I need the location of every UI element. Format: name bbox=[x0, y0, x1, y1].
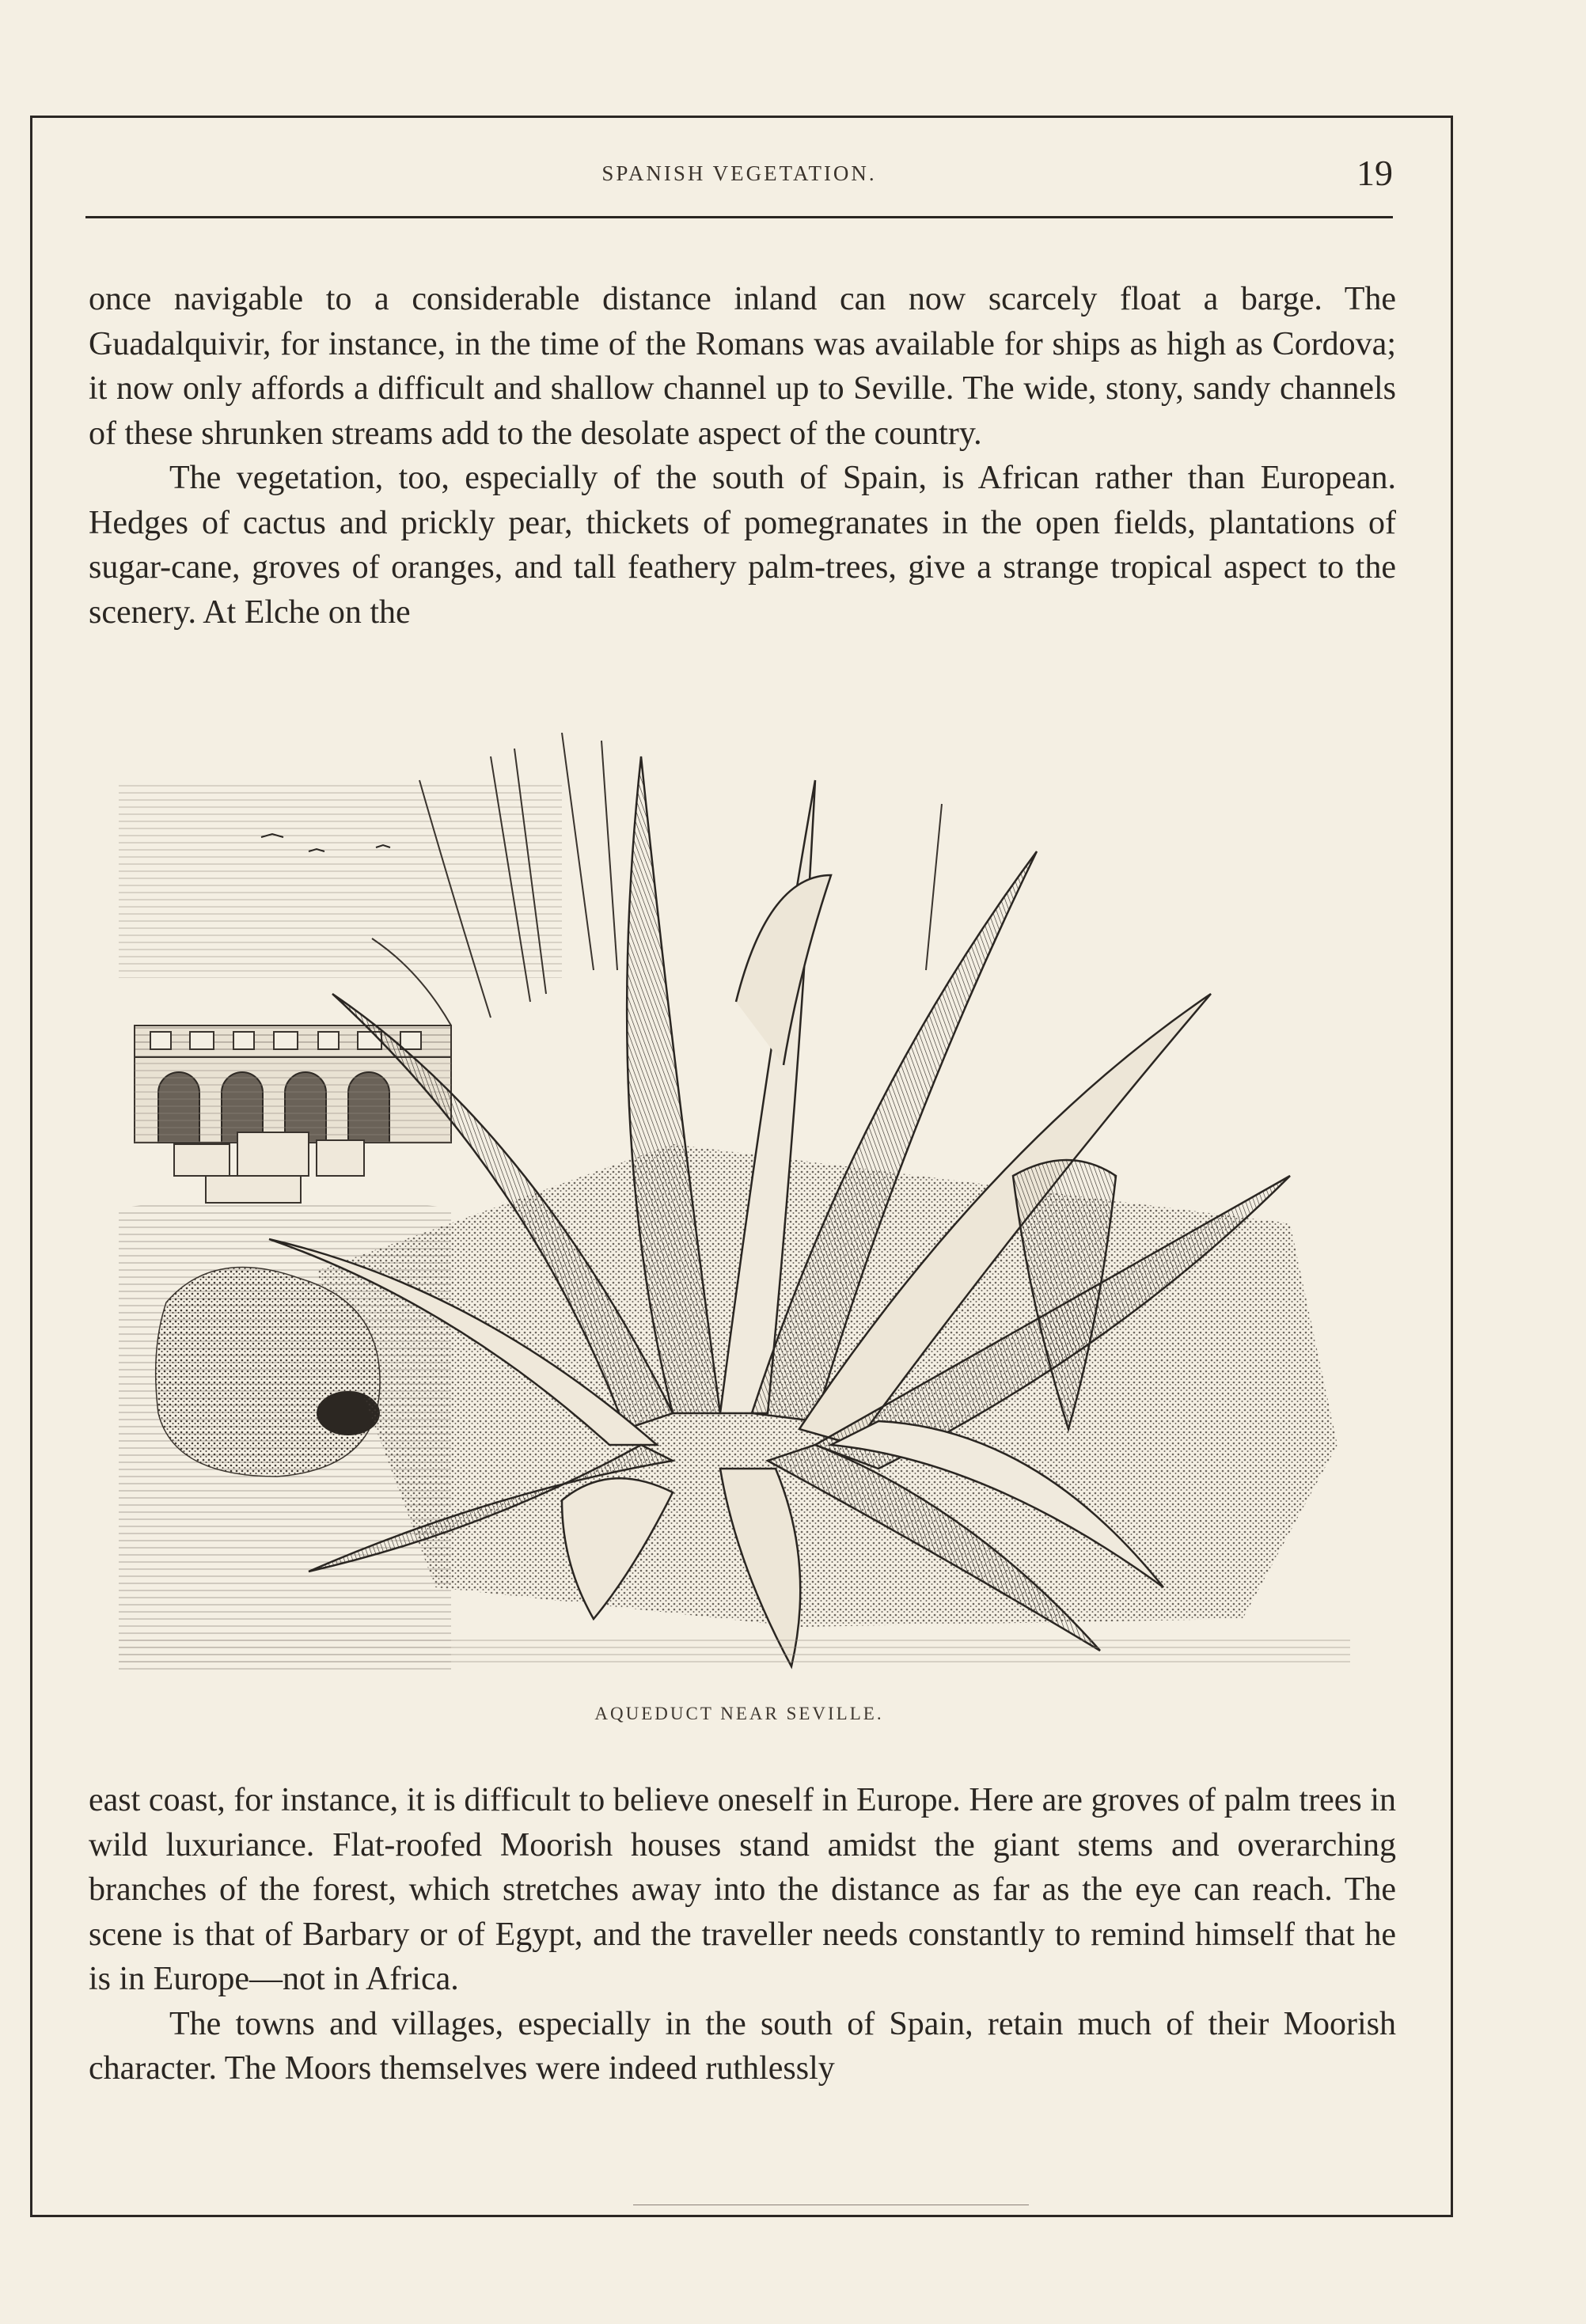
header-rule bbox=[85, 216, 1393, 218]
engraving-illustration bbox=[119, 733, 1350, 1674]
sky-hatching bbox=[119, 780, 562, 978]
page-header bbox=[85, 153, 1393, 204]
engraving-aqueduct-near-seville bbox=[119, 733, 1350, 1674]
paragraph-elche: east coast, for instance, it is difficult to believe oneself in Europe. Here are groves of palm trees in wild luxuriance. Flat-roofed Moorish houses stand amidst the giant stems and overarching branches of the forest, which stretches away into the distance as far as the eye can reach. The scene is that of Barbary or of Egypt, and the traveller needs constantly to remind himself that he is in Europe—not in Africa. bbox=[89, 1782, 1396, 1997]
paragraph-continued: once navigable to a considerable distance inland can now scarcely float a barge. The Guadalquivir, for instance, in the time of the Romans was available for ships as high as Cordova; it now only affords a difficult and shallow channel up to Seville. The wide, stony, sandy channels of these shrunken streams add to the desolate aspect of the country. bbox=[89, 281, 1396, 452]
paragraph-vegetation: The vegetation, too, especially of the south of Spain, is African rather than European. Hedges of cactus and prickly pear, thickets of pomegranates in the open fields, plantations of sugar-cane, groves of oranges, and tall feathery palm-trees, give a strange tropical aspect to the scenery. At Elche on the bbox=[89, 460, 1396, 631]
figure-caption: AQUEDUCT NEAR SEVILLE. bbox=[594, 1704, 884, 1723]
text-before-figure bbox=[89, 277, 1396, 635]
foreground-ground bbox=[119, 1635, 1350, 1666]
aqueduct bbox=[135, 1026, 451, 1143]
page-number: 19 bbox=[1356, 153, 1393, 193]
paragraph-towns: The towns and villages, especially in the south of Spain, retain much of their Moorish character. The Moors themselves were indeed ruthlessly bbox=[89, 2005, 1396, 2087]
text-after-figure bbox=[89, 1778, 1396, 2091]
running-head: SPANISH VEGETATION. bbox=[601, 161, 877, 185]
